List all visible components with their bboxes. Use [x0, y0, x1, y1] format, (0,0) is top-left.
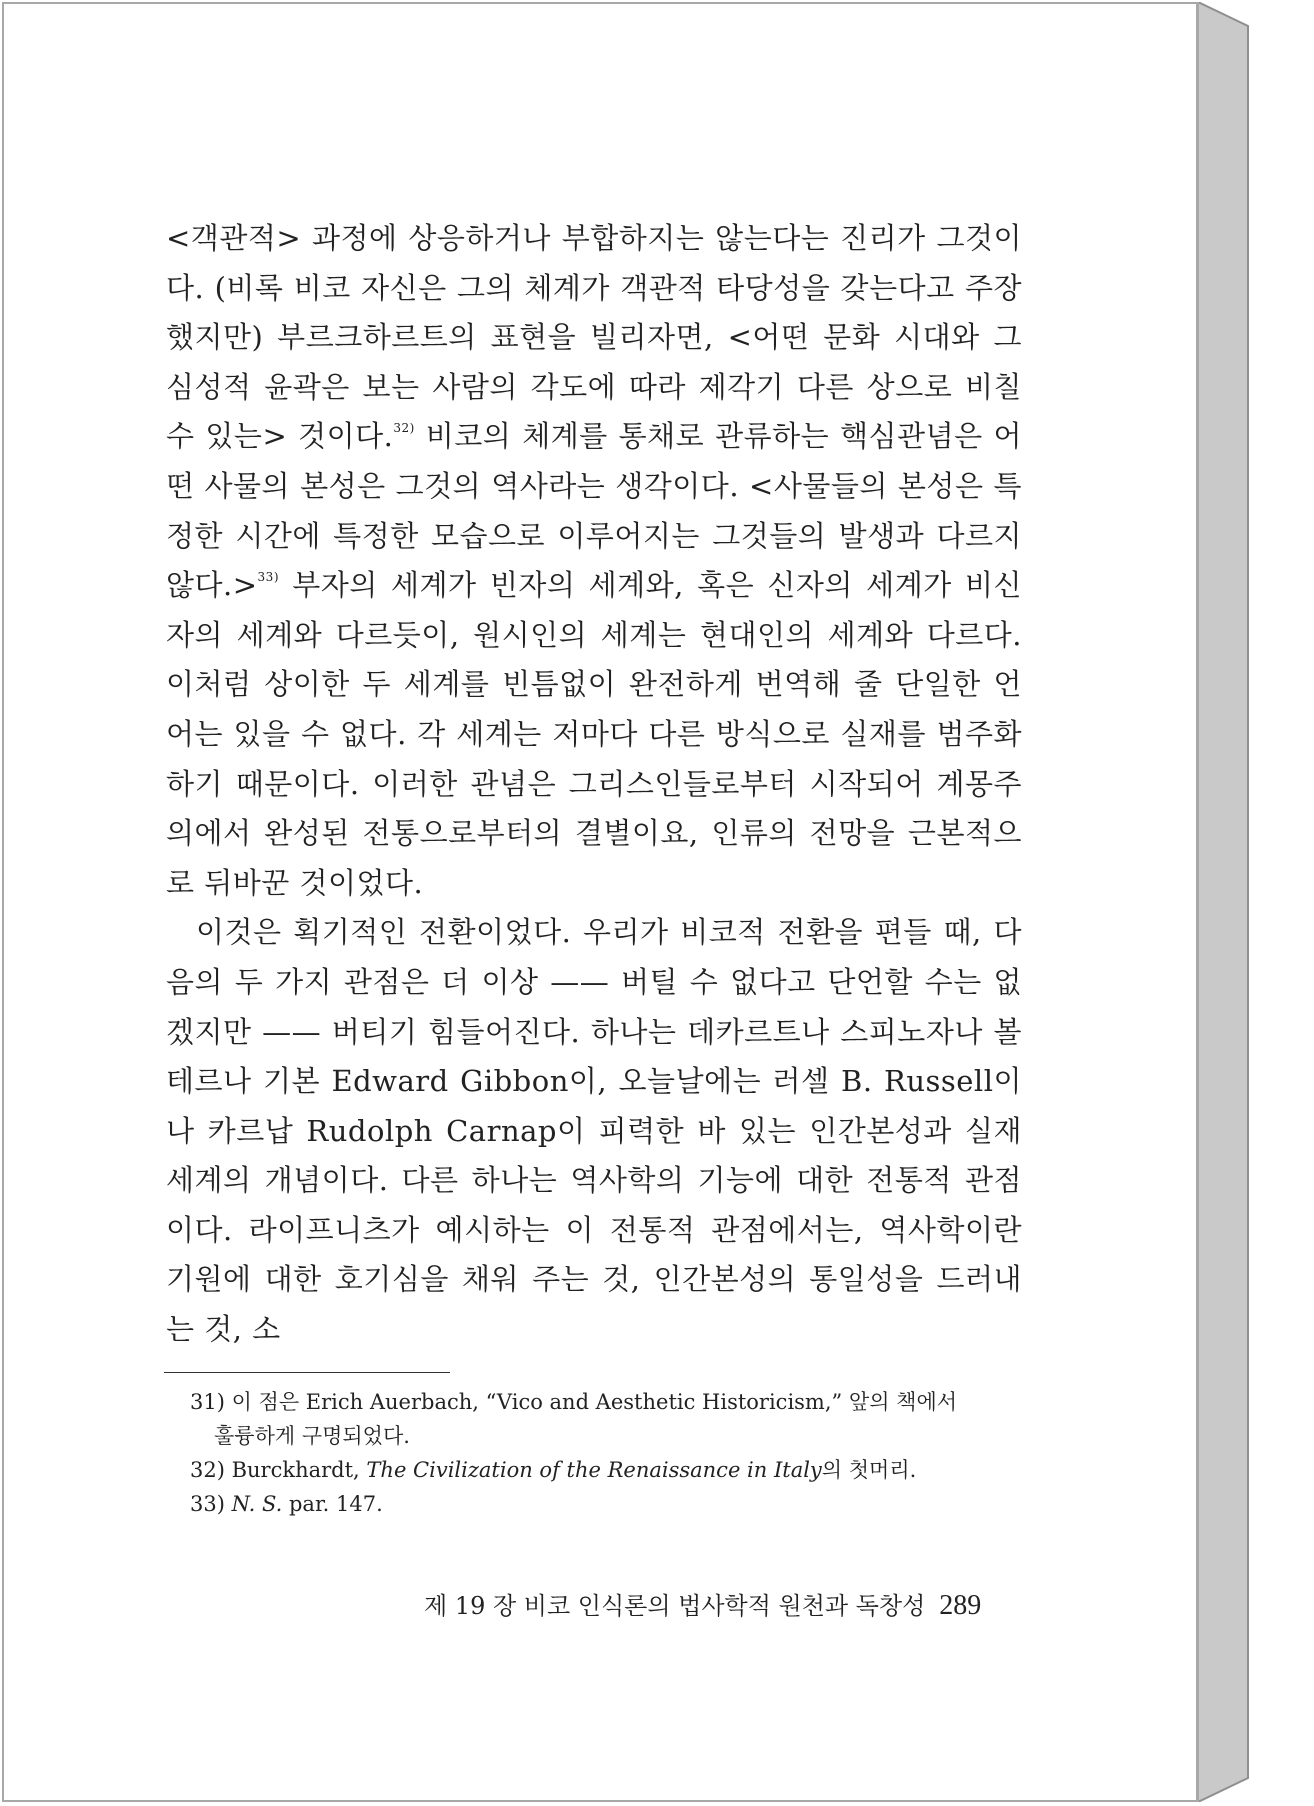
footnote-abbrev: N. S. — [231, 1492, 283, 1516]
footnote-text: par. 147. — [282, 1492, 383, 1516]
paragraph-2-seg-1: 이것은 획기적인 전환이었다. 우리가 비코적 전환을 편들 때, 다음의 두 가지 관점은 더 이상 —— 버틸 수 없다고 단언할 수는 없겠지만 —— 버티기 힘들어진다. 하나는 데카르트나 스피노자나 볼테르나 기본 Edward Gibbon이, 오늘날에는 러셀 B. Russell이나 카르납 Rudolph Carnap이 피력한 바 있는 인간본성과 실재세계의 개념이다. 다른 하나는 역사학의 기능에 대한 전통적 관점이다. 라이프니츠가 예시하는 이 전통적 관점에서는, 역사학이란 기원에 대한 호기심을 채워 주는 것, 인간본성의 통일성을 드러내는 것, 소 — [166, 915, 1022, 1347]
footnote-text — [225, 1492, 232, 1516]
chapter-title: 제 19 장 비코 인식론의 법사학적 원천과 독창성 — [424, 1592, 926, 1620]
footnote-continuation: 훌륭하게 구명되었다. — [214, 1424, 410, 1448]
paragraph-1-seg-2: 비코의 체계를 통채로 관류하는 핵심관념은 어떤 사물의 본성은 그것의 역사라는 생각이다. <사물들의 본성은 특정한 시간에 특정한 모습으로 이루어지는 그것들의 발생과 다르지 않다.> — [166, 419, 1023, 603]
page-number: 289 — [939, 1590, 982, 1621]
paragraph-1 — [166, 214, 1022, 908]
footnote-ref-33: 33) — [257, 570, 279, 585]
footnote-mark: 31) — [190, 1390, 225, 1414]
footnote-mark: 32) — [190, 1458, 225, 1482]
running-footer — [424, 1586, 1024, 1622]
body-text — [166, 214, 1022, 1355]
paragraph-1-seg-1: <객관적> 과정에 상응하거나 부합하지는 않는다는 진리가 그것이다. (비록 비코 자신은 그의 체계가 객관적 타당성을 갖는다고 주장했지만) 부르크하르트의 표현을 빌리자면, <어떤 문화 시대와 그 심성적 윤곽은 보는 사람의 각도에 따라 제각기 다른 상으로 비칠 수 있는> 것이다. — [166, 221, 1022, 454]
footnote-31 — [190, 1385, 1020, 1453]
book-page — [2, 2, 1198, 1802]
footnote-divider — [164, 1372, 450, 1373]
paragraph-2 — [166, 908, 1022, 1354]
page-edge — [1198, 2, 1250, 1802]
footnote-mark: 33) — [190, 1492, 225, 1516]
footnote-text: 의 첫머리. — [821, 1458, 917, 1482]
footnote-33 — [190, 1487, 1020, 1521]
footnote-text: Burckhardt, — [224, 1458, 367, 1482]
footnote-32 — [190, 1453, 1020, 1487]
paragraph-1-seg-3: 부자의 세계가 빈자의 세계와, 혹은 신자의 세계가 비신자의 세계와 다르듯이, 원시인의 세계는 현대인의 세계와 다르다. 이처럼 상이한 두 세계를 빈틈없이 완전하게 번역해 줄 단일한 언어는 있을 수 없다. 각 세계는 저마다 다른 방식으로 실재를 범주화하기 때문이다. 이러한 관념은 그리스인들로부터 시작되어 계몽주의에서 완성된 전통으로부터의 결별이요, 인류의 전망을 근본적으로 뒤바꾼 것이었다. — [166, 568, 1022, 900]
footnote-text: 이 점은 Erich Auerbach, “Vico and Aesthetic Historicism,” 앞의 책에서 — [224, 1390, 958, 1414]
footnote-ref-32: 32) — [393, 421, 415, 436]
footnotes — [190, 1385, 1020, 1521]
page-edge-shape — [1198, 2, 1250, 1802]
footnote-book-title: The Civilization of the Renaissance in Italy — [366, 1458, 822, 1482]
